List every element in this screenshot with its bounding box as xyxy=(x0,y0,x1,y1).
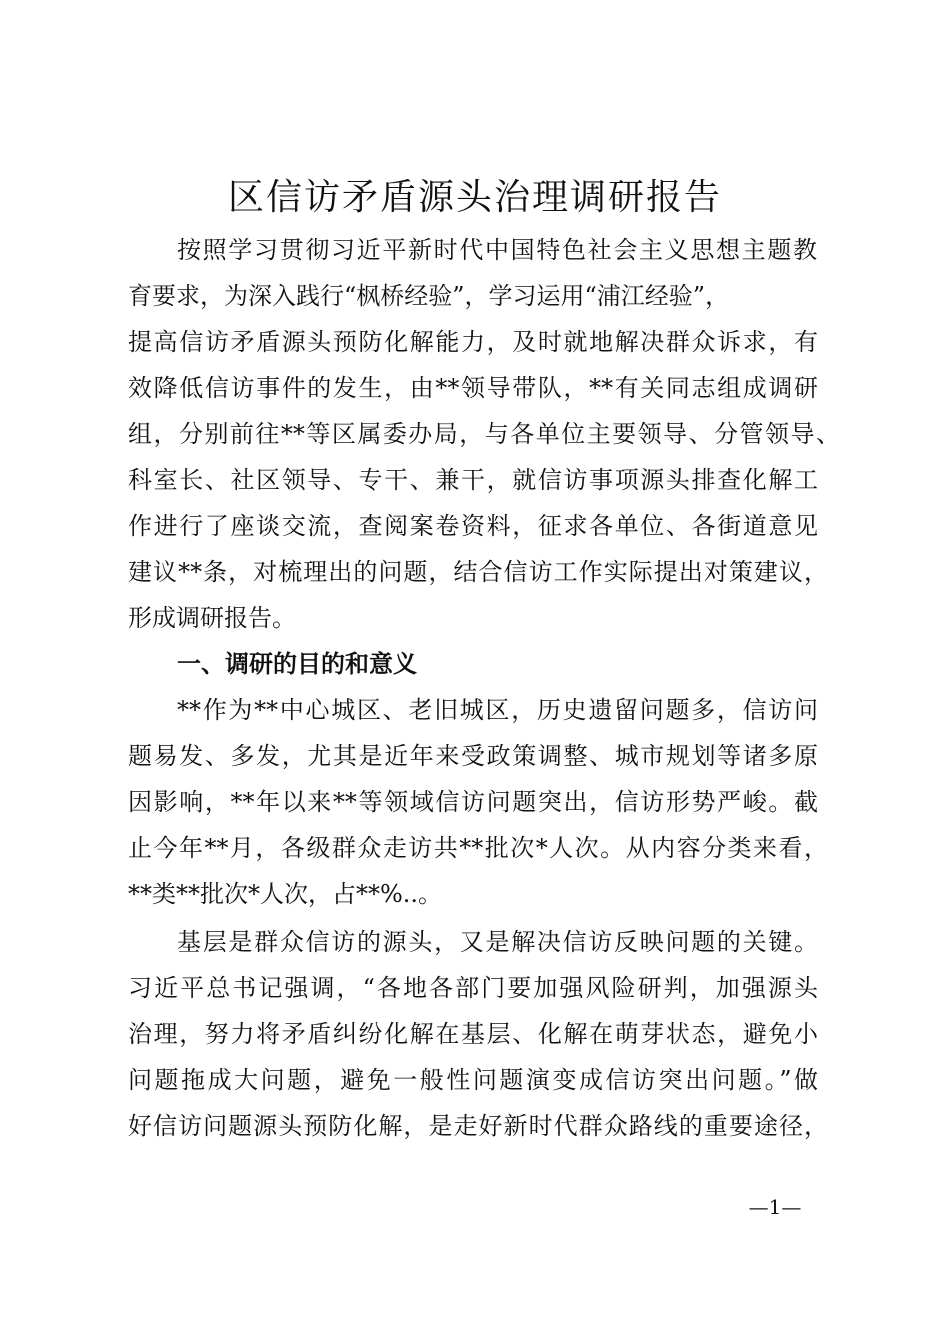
paragraph-line: 效降低信访事件的发生，由**领导带队，**有关同志组成调研 xyxy=(128,374,818,402)
paragraph-line: 形成调研报告。 xyxy=(128,604,296,632)
paragraph-line: **作为**中心城区、老旧城区，历史遗留问题多，信访问 xyxy=(177,696,818,724)
section-heading: 一、调研的目的和意义 xyxy=(177,650,417,678)
paragraph-line: **类**批次*人次，占**%..。 xyxy=(128,880,443,908)
paragraph-line: 题易发、多发，尤其是近年来受政策调整、城市规划等诸多原 xyxy=(128,742,818,770)
paragraph-line: 问题拖成大问题，避免一般性问题演变成信访突出问题。”做 xyxy=(128,1066,818,1094)
paragraph-line: 基层是群众信访的源头，又是解决信访反映问题的关键。 xyxy=(177,928,818,956)
paragraph-line: 治理，努力将矛盾纠纷化解在基层、化解在萌芽状态，避免小 xyxy=(128,1020,818,1048)
page-number: —1— xyxy=(748,1195,802,1219)
paragraph-line: 因影响，**年以来**等领域信访问题突出，信访形势严峻。截 xyxy=(128,788,818,816)
paragraph-line: 习近平总书记强调，“各地各部门要加强风险研判，加强源头 xyxy=(128,974,818,1002)
paragraph-line: 组，分别前往**等区属委办局，与各单位主要领导、分管领导、 xyxy=(128,420,840,448)
paragraph-line: 止今年**月，各级群众走访共**批次*人次。从内容分类来看， xyxy=(128,834,828,862)
paragraph-line: 作进行了座谈交流，查阅案卷资料，征求各单位、各街道意见 xyxy=(128,512,818,540)
paragraph-line: 提高信访矛盾源头预防化解能力，及时就地解决群众诉求，有 xyxy=(128,328,818,356)
paragraph-line: 科室长、社区领导、专干、兼干，就信访事项源头排查化解工 xyxy=(128,466,818,494)
document-title: 区信访矛盾源头治理调研报告 xyxy=(227,177,722,218)
paragraph-line: 建议**条，对梳理出的问题，结合信访工作实际提出对策建议， xyxy=(128,558,828,586)
paragraph-line: 好信访问题源头预防化解，是走好新时代群众路线的重要途径， xyxy=(128,1112,828,1140)
paragraph-line: 按照学习贯彻习近平新时代中国特色社会主义思想主题教 xyxy=(177,236,817,264)
paragraph-line: 育要求，为深入践行“枫桥经验”，学习运用“浦江经验”， xyxy=(128,282,730,310)
